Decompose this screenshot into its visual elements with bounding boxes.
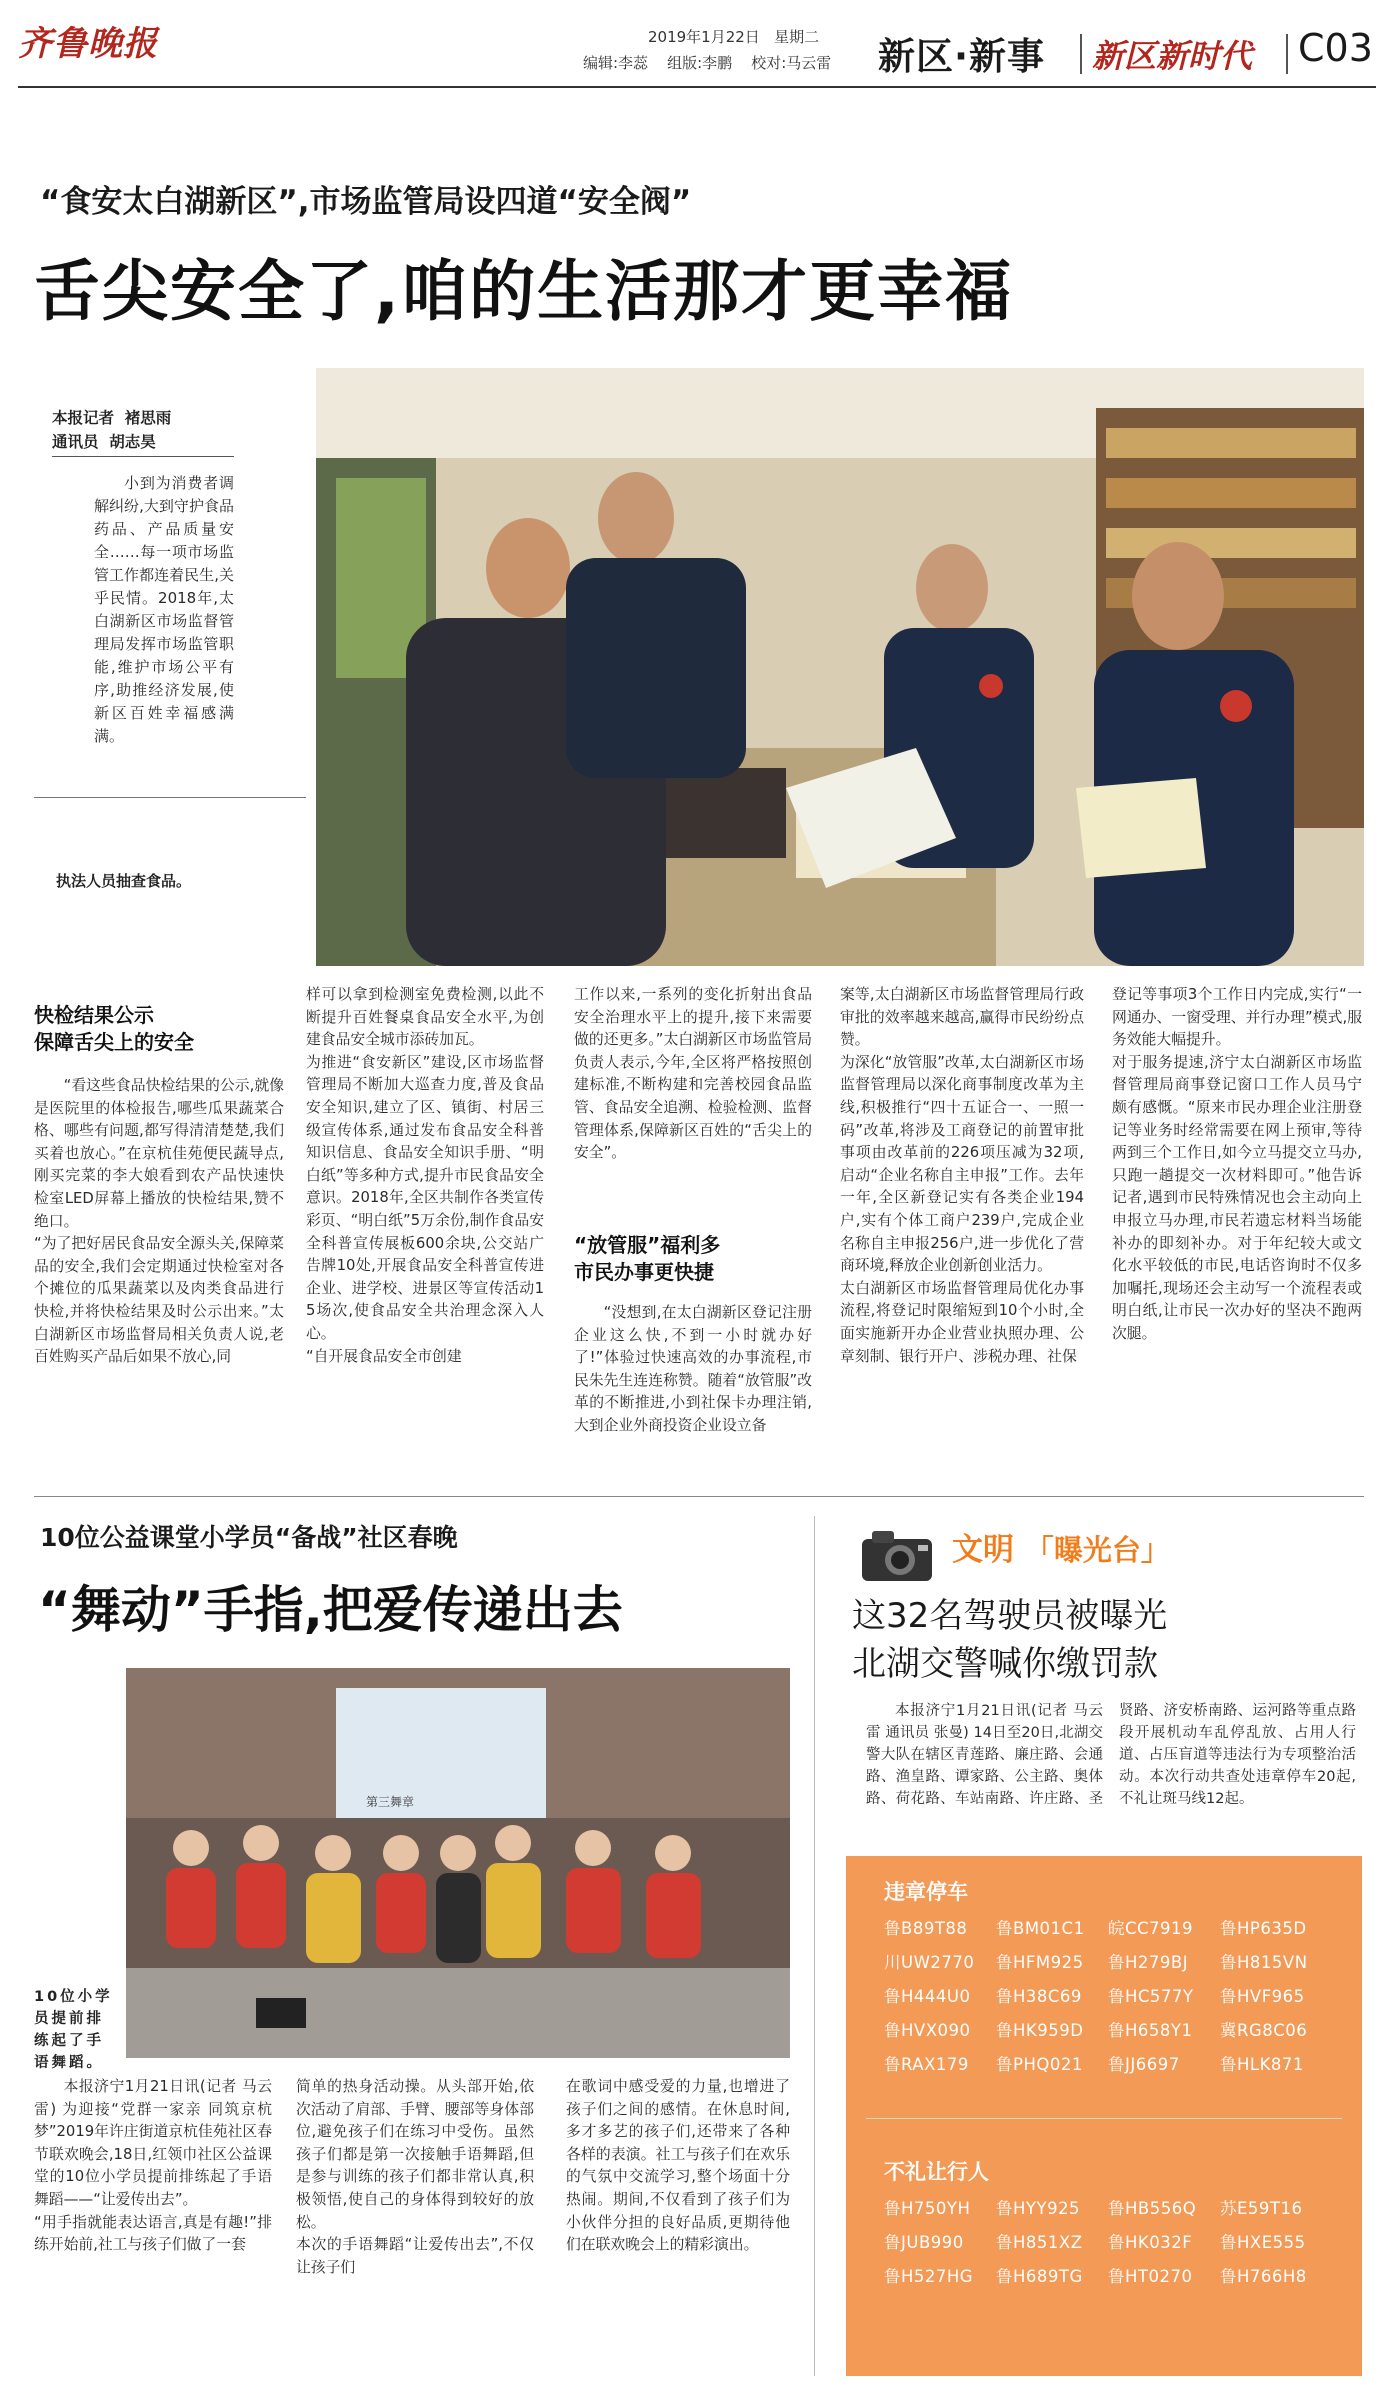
page-number: C03 xyxy=(1298,26,1373,70)
subhead-reform: “放管服”福利多 市民办事更快捷 xyxy=(574,1233,721,1284)
no-yield-title: 不礼让行人 xyxy=(884,2160,989,2184)
story3-body: 本报济宁1月21日讯(记者 马云雷 通讯员 张曼) 14日至20日,北湖交警大队在辖区青莲路、廉庄路、会通路、渔皇路、谭家路、公主路、奥体路、荷花路、车站南路、许庄路、圣贤路、济安桥南路、运河路等重点路段开展机动车乱停乱放、占用人行道、占压盲道等违法行为专项整治活动。本次行动共查处违章停车20起,不礼让斑马线12起。 xyxy=(866,1703,1356,1807)
license-plate: 鲁H38C69 xyxy=(996,1987,1082,2006)
story2-col2: 简单的热身活动操。从头部开始,依次活动了肩部、手臂、腰部等身体部位,避免孩子们在练习中受伤。虽然孩子们都是第一次接触手语舞蹈,但是参与训练的孩子们都非常认真,积极领悟,使自己的身体得到较好的放松。 本次的手语舞蹈“让爱传出去”,不仅让孩子们 xyxy=(296,2078,534,2276)
license-plate: 鲁HP635D xyxy=(1220,1919,1307,1938)
story1-headline: 舌尖安全了,咱的生活那才更幸福 xyxy=(34,253,1014,330)
camera-icon xyxy=(860,1527,934,1587)
story1-bottom-rule xyxy=(34,1496,1364,1497)
newspaper-logo: 齐鲁晚报 xyxy=(18,24,158,64)
tag-civilization: 文明 xyxy=(952,1532,1014,1568)
weekday: 星期二 xyxy=(774,28,820,46)
license-plate: 鲁H766H8 xyxy=(1220,2267,1307,2286)
section-divider-2 xyxy=(1286,34,1288,74)
masthead-rule xyxy=(18,86,1376,88)
exposure-tag xyxy=(952,1524,1170,1569)
license-plate: 鲁HVF965 xyxy=(1220,1987,1305,2006)
photo-illustration xyxy=(316,368,1364,966)
correspondent: 通讯员 胡志昊 xyxy=(52,433,156,451)
story2-col3: 在歌词中感受爱的力量,也增进了孩子们之间的感情。在休息时间,多才多艺的孩子们,还带来了各种各样的表演。社工与孩子们在欢乐的气氛中交流学习,整个场面十分热闹。期间,不仅看到了孩子们为小伙伴分担的良好品质,更期待他们在联欢晚会上的精彩演出。 xyxy=(566,2078,790,2254)
license-plate: 鲁HT0270 xyxy=(1108,2267,1193,2286)
story1-lead: 小到为消费者调解纠纷,大到守护食品药品、产品质量安全……每一项市场监管工作都连着民生,关乎民情。2018年,太白湖新区市场监督管理局发挥市场监管职能,维护市场公平有序,助推经济发展,使新区百姓幸福感满满。 xyxy=(94,474,234,745)
license-plate: 鲁HVX090 xyxy=(884,2021,971,2040)
license-plate: 鲁HLK871 xyxy=(1220,2055,1304,2074)
story2-kicker: 10位公益课堂小学员“备战”社区春晚 xyxy=(40,1523,458,1552)
story1-kicker: “食安太白湖新区”,市场监管局设四道“安全阀” xyxy=(40,184,692,220)
license-plate: 冀RG8C06 xyxy=(1220,2021,1308,2040)
story1-col4: 案等,太白湖新区市场监督管理局行政审批的效率越来越高,赢得市民纷纷点赞。 为深化“放管服”改革,太白湖新区市场监督管理局以深化商事制度改革为主线,积极推行“四十五证合一、一照一码”改革,将涉及工商登记的前置审批事项由改革前的226项压减为32项,启动“企业名称自主申报”工作。去年一年,全区新登记实有各类企业194户,实有个体工商户239户,完成企业名称自主申报256户,进一步优化了营商环境,释放企业创新创业活力。 太白湖新区市场监督管理局优化办事流程,将登记时限缩短到10个小时,全面实施新开办企业营业执照办理、公章刻制、银行开户、涉税办理、社保 xyxy=(840,986,1084,1365)
story1-col2: 样可以拿到检测室免费检测,以此不断提升百姓餐桌食品安全水平,为创建食品安全城市添砖加瓦。 为推进“食安新区”建设,区市场监督管理局不断加大巡查力度,普及食品安全知识,建立了区、镇街、村居三级宣传体系,通过发布食品安全科普知识信息、食品安全知识手册、“明白纸”等多种方式,提升市民食品安全意识。2018年,全区共制作各类宣传彩页、“明白纸”5万余份,制作食品安全科普宣传展板600余块,公交站广告牌10处,开展食品安全科普宣传进企业、进学校、进景区等宣传活动15场次,使食品安全共治理念深入人心。 “自开展食品安全市创建 xyxy=(306,986,544,1365)
license-plate: 鲁JUB990 xyxy=(884,2233,964,2252)
license-plate: 鲁H750YH xyxy=(884,2199,971,2218)
license-plate: 鲁PHQ021 xyxy=(996,2055,1083,2074)
section-logo: 新区新时代 xyxy=(1092,37,1253,75)
license-plate: 皖CC7919 xyxy=(1108,1919,1194,1938)
story3-headline-2: 北湖交警喊你缴罚款 xyxy=(852,1644,1158,1684)
story2-col1: 本报济宁1月21日讯(记者 马云雷) 为迎接“党群一家亲 同筑京杭梦”2019年许庄街道京杭佳苑社区春节联欢晚会,18日,红领巾社区公益课堂的10位小学员提前排练起了手语舞蹈——“让爱传出去”。 “用手指就能表达语言,真是有趣!”排练开始前,社工与孩子们做了一套 xyxy=(34,2078,272,2254)
license-plate: 鲁H658Y1 xyxy=(1108,2021,1193,2040)
story1-col3a: 工作以来,一系列的变化折射出食品安全治理水平上的提升,接下来需要做的还更多。”太白湖新区市场监管局负责人表示,今年,全区将严格按照创建标准,不断构建和完善校园食品监管、食品安全追溯、检验检测、监督管理体系,保障新区百姓的“舌尖上的安全”。 xyxy=(574,986,812,1162)
story1-col5: 登记等事项3个工作日内完成,实行“一网通办、一窗受理、并行办理”模式,服务效能大幅提升。 对于服务提速,济宁太白湖新区市场监督管理局商事登记窗口工作人员马宁颇有感慨。“原来市民办理企业注册登记等业务时经常需要在网上预审,等待两到三个工作日,如今立马提交立马办,只跑一趟提交一次材料即可。”他告诉记者,遇到市民特殊情况也会主动向上申报立马办理,市民若遗忘材料当场能补办的即刻补办。对于年纪较大或文化水平较低的市民,电话咨询时不仅多加嘱托,现场还会主动写一个流程表或明白纸,让市民一次办好的坚决不跑两次腿。 xyxy=(1112,986,1362,1342)
tag-exposure-platform: 「曝光台」 xyxy=(1024,1533,1170,1567)
reporter: 本报记者 褚思雨 xyxy=(52,409,172,427)
section-name: 新区·新事 xyxy=(878,35,1046,78)
license-plate: 鲁HK032F xyxy=(1108,2233,1193,2252)
license-plate: 鲁H279BJ xyxy=(1108,1953,1189,1972)
screen-text: 第三舞章 xyxy=(366,1795,415,1809)
license-plate: 鲁HYY925 xyxy=(996,2199,1081,2218)
license-plate: 鲁HXE555 xyxy=(1220,2233,1306,2252)
column-divider xyxy=(814,1516,815,2376)
license-plate: 鲁H689TG xyxy=(996,2267,1083,2286)
license-plate: 鲁HK959D xyxy=(996,2021,1084,2040)
story3-headline-1: 这32名驾驶员被曝光 xyxy=(852,1596,1168,1636)
story2-photo-caption: 10位小学员提前排练起了手语舞蹈。 xyxy=(34,1989,113,2071)
subhead-rapid-test: 快检结果公示 保障舌尖上的安全 xyxy=(34,1003,194,1054)
license-plate: 鲁BM01C1 xyxy=(996,1919,1085,1938)
panel-divider xyxy=(866,2118,1342,2119)
license-plate: 鲁JJ6697 xyxy=(1108,2055,1180,2074)
illegal-parking-title: 违章停车 xyxy=(884,1880,968,1904)
editor-credits: 编辑:李蕊 组版:李鹏 校对:马云雷 xyxy=(583,54,832,72)
children-rehearsal-photo xyxy=(126,1668,790,2058)
license-plate: 川UW2770 xyxy=(884,1953,975,1972)
license-plate: 鲁H815VN xyxy=(1220,1953,1308,1972)
children-photo-illustration xyxy=(126,1668,790,2058)
license-plate: 鲁H851XZ xyxy=(996,2233,1083,2252)
license-plate: 鲁HFM925 xyxy=(996,1953,1084,1972)
license-plate: 鲁H444U0 xyxy=(884,1987,971,2006)
license-plate: 鲁B89T88 xyxy=(884,1919,968,1938)
lead-rule xyxy=(34,797,306,798)
tag-exposure-text: 曝光台 xyxy=(1053,1533,1141,1567)
photo-caption: 执法人员抽查食品。 xyxy=(56,872,192,890)
market-inspection-photo xyxy=(316,368,1364,966)
no-yield-plates xyxy=(884,2192,1334,2294)
issue-date xyxy=(648,26,819,47)
license-plate: 鲁RAX179 xyxy=(884,2055,969,2074)
story1-col3b: “没想到,在太白湖新区登记注册企业这么快,不到一小时就办好了!”体验过快速高效的办事流程,市民朱先生连连称赞。随着“放管服”改革的不断推进,小到社保卡办理注销,大到企业外商投资企业设立备 xyxy=(574,1304,812,1434)
date: 2019年1月22日 xyxy=(648,28,760,46)
byline-rule xyxy=(52,456,234,457)
illegal-parking-plates xyxy=(884,1912,1334,2082)
story1-col1: “看这些食品快检结果的公示,就像是医院里的体检报告,哪些瓜果蔬菜合格、哪些有问题,都写得清清楚楚,我们买着也放心。”在京杭佳苑便民蔬导点,刚买完菜的李大娘看到农产品快速快检室LED屏幕上播放的快检结果,赞不绝口。 “为了把好居民食品安全源头关,保障菜品的安全,我们会定期通过快检室对各个摊位的瓜果蔬菜以及肉类食品进行快检,并将快检结果及时公示出来。”太白湖新区市场监督局相关负责人说,老百姓购买产品后如果不放心,同 xyxy=(34,1077,284,1366)
license-plate: 鲁HB556Q xyxy=(1108,2199,1197,2218)
violation-panel xyxy=(846,1856,1362,2376)
section-divider xyxy=(1080,34,1082,74)
license-plate: 苏E59T16 xyxy=(1220,2199,1303,2218)
story1-byline xyxy=(52,406,171,454)
story2-headline: “舞动”手指,把爱传递出去 xyxy=(38,1581,623,1639)
license-plate: 鲁HC577Y xyxy=(1108,1987,1194,2006)
license-plate: 鲁H527HG xyxy=(884,2267,974,2286)
